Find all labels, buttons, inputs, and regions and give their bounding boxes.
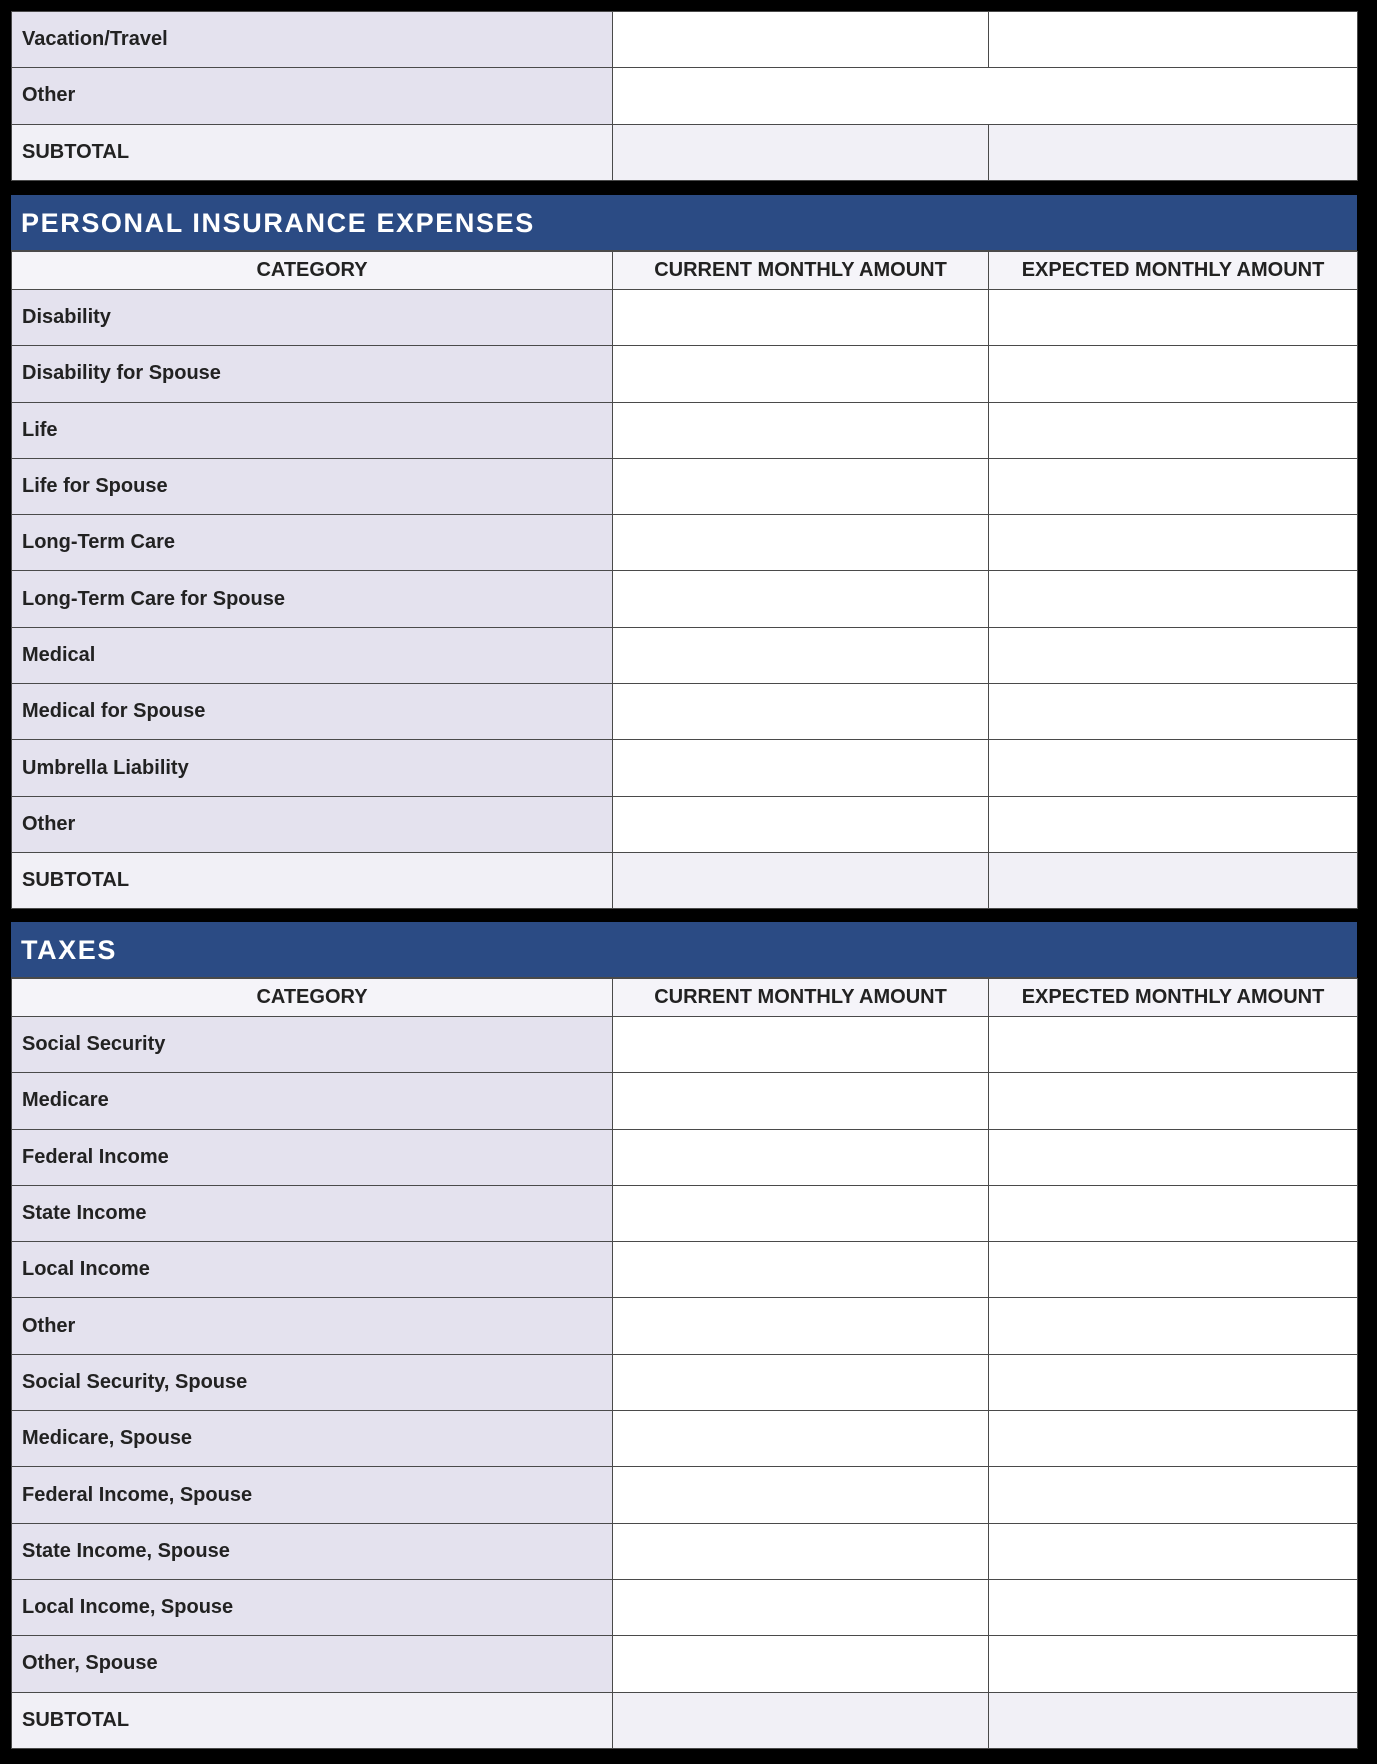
subtotal-row [12, 852, 1358, 908]
category-label: Federal Income [12, 1129, 613, 1185]
current-amount-header: CURRENT MONTHLY AMOUNT [613, 252, 989, 290]
subtotal-label: SUBTOTAL [12, 1692, 613, 1748]
category-label: Umbrella Liability [12, 740, 613, 796]
table-row [12, 1523, 1358, 1579]
table-row [12, 1636, 1358, 1692]
category-label: Medicare [12, 1073, 613, 1129]
category-label: Local Income [12, 1242, 613, 1298]
expected-amount-input[interactable] [989, 627, 1358, 683]
current-amount-input[interactable] [613, 684, 989, 740]
current-amount-input[interactable] [613, 458, 989, 514]
current-amount-input[interactable] [613, 1242, 989, 1298]
current-amount-header: CURRENT MONTHLY AMOUNT [613, 979, 989, 1017]
current-amount-input[interactable] [613, 1017, 989, 1073]
subtotal-row [12, 124, 1358, 180]
expected-amount-input[interactable] [989, 1354, 1358, 1410]
table-row [12, 1298, 1358, 1354]
current-amount-input[interactable] [613, 1073, 989, 1129]
category-header: CATEGORY [12, 979, 613, 1017]
expected-amount-input[interactable] [989, 1073, 1358, 1129]
table-row [12, 1129, 1358, 1185]
category-label: Long-Term Care [12, 515, 613, 571]
expected-amount-input[interactable] [989, 1523, 1358, 1579]
current-amount-input[interactable] [613, 571, 989, 627]
category-label: Other [12, 68, 613, 124]
current-subtotal-cell[interactable] [613, 852, 989, 908]
table-row [12, 1411, 1358, 1467]
table-row [12, 1073, 1358, 1129]
expected-amount-input[interactable] [989, 346, 1358, 402]
previous-section-table [11, 11, 1358, 181]
category-label: State Income [12, 1185, 613, 1241]
expected-amount-header: EXPECTED MONTHLY AMOUNT [989, 252, 1358, 290]
table-row [12, 1467, 1358, 1523]
expected-amount-input[interactable] [989, 1185, 1358, 1241]
current-amount-input[interactable] [613, 1579, 989, 1635]
category-label: Disability for Spouse [12, 346, 613, 402]
table-row [12, 571, 1358, 627]
category-label: Other [12, 1298, 613, 1354]
expected-amount-input[interactable] [989, 515, 1358, 571]
header-row [12, 979, 1358, 1017]
expected-amount-input[interactable] [989, 1129, 1358, 1185]
current-subtotal-cell[interactable] [613, 124, 989, 180]
table-row [12, 515, 1358, 571]
current-amount-input[interactable] [613, 1354, 989, 1410]
category-label: Medical [12, 627, 613, 683]
category-label: Life [12, 402, 613, 458]
expected-amount-input[interactable] [989, 1298, 1358, 1354]
header-row [12, 252, 1358, 290]
table-row [12, 1185, 1358, 1241]
table-row [12, 627, 1358, 683]
previous-section-tail [11, 11, 1357, 181]
current-amount-input[interactable] [613, 740, 989, 796]
current-amount-input[interactable] [613, 1185, 989, 1241]
category-label: Federal Income, Spouse [12, 1467, 613, 1523]
category-label: Life for Spouse [12, 458, 613, 514]
expected-amount-header: EXPECTED MONTHLY AMOUNT [989, 979, 1358, 1017]
table-row [12, 346, 1358, 402]
other-description-input[interactable] [613, 68, 1358, 124]
table-row [12, 740, 1358, 796]
current-amount-input[interactable] [613, 402, 989, 458]
subtotal-label: SUBTOTAL [12, 124, 613, 180]
table-row [12, 1579, 1358, 1635]
expected-amount-input[interactable] [989, 796, 1358, 852]
category-label: Medicare, Spouse [12, 1411, 613, 1467]
current-subtotal-cell[interactable] [613, 1692, 989, 1748]
expected-amount-input[interactable] [989, 1467, 1358, 1523]
section-title: PERSONAL INSURANCE EXPENSES [11, 195, 1357, 251]
taxes-table [11, 978, 1358, 1749]
expected-amount-input[interactable] [989, 290, 1358, 346]
current-amount-input[interactable] [613, 290, 989, 346]
expected-amount-input[interactable] [989, 1017, 1358, 1073]
expected-subtotal-cell[interactable] [989, 852, 1358, 908]
current-amount-input[interactable] [613, 1636, 989, 1692]
category-label: Social Security, Spouse [12, 1354, 613, 1410]
category-label: Other [12, 796, 613, 852]
category-label: Medical for Spouse [12, 684, 613, 740]
expected-amount-input[interactable] [989, 1579, 1358, 1635]
expected-amount-input[interactable] [989, 1411, 1358, 1467]
current-amount-input[interactable] [613, 796, 989, 852]
current-amount-input[interactable] [613, 515, 989, 571]
table-row [12, 796, 1358, 852]
current-amount-input[interactable] [613, 1298, 989, 1354]
table-row [12, 1354, 1358, 1410]
current-amount-input[interactable] [613, 627, 989, 683]
current-amount-input[interactable] [613, 1523, 989, 1579]
table-row [12, 684, 1358, 740]
current-amount-input[interactable] [613, 346, 989, 402]
table-row [12, 1242, 1358, 1298]
category-label: Long-Term Care for Spouse [12, 571, 613, 627]
category-label: Other, Spouse [12, 1636, 613, 1692]
expected-subtotal-cell[interactable] [989, 1692, 1358, 1748]
personal-insurance-section [11, 195, 1357, 909]
section-title: TAXES [11, 922, 1357, 978]
table-row [12, 68, 1358, 124]
table-row [12, 290, 1358, 346]
subtotal-row [12, 1692, 1358, 1748]
expected-amount-input[interactable] [989, 402, 1358, 458]
expected-amount-input[interactable] [989, 571, 1358, 627]
expected-amount-input[interactable] [989, 12, 1358, 68]
category-label: State Income, Spouse [12, 1523, 613, 1579]
table-row [12, 12, 1358, 68]
current-amount-input[interactable] [613, 12, 989, 68]
expected-amount-input[interactable] [989, 1242, 1358, 1298]
expected-amount-input[interactable] [989, 684, 1358, 740]
category-header: CATEGORY [12, 252, 613, 290]
current-amount-input[interactable] [613, 1467, 989, 1523]
current-amount-input[interactable] [613, 1129, 989, 1185]
table-row [12, 458, 1358, 514]
table-row [12, 1017, 1358, 1073]
expected-amount-input[interactable] [989, 458, 1358, 514]
category-label: Local Income, Spouse [12, 1579, 613, 1635]
table-row [12, 402, 1358, 458]
expected-amount-input[interactable] [989, 1636, 1358, 1692]
category-label: Vacation/Travel [12, 12, 613, 68]
category-label: Disability [12, 290, 613, 346]
expected-amount-input[interactable] [989, 740, 1358, 796]
subtotal-label: SUBTOTAL [12, 852, 613, 908]
taxes-section [11, 922, 1357, 1749]
current-amount-input[interactable] [613, 1411, 989, 1467]
expected-subtotal-cell[interactable] [989, 124, 1358, 180]
insurance-table [11, 251, 1358, 909]
category-label: Social Security [12, 1017, 613, 1073]
